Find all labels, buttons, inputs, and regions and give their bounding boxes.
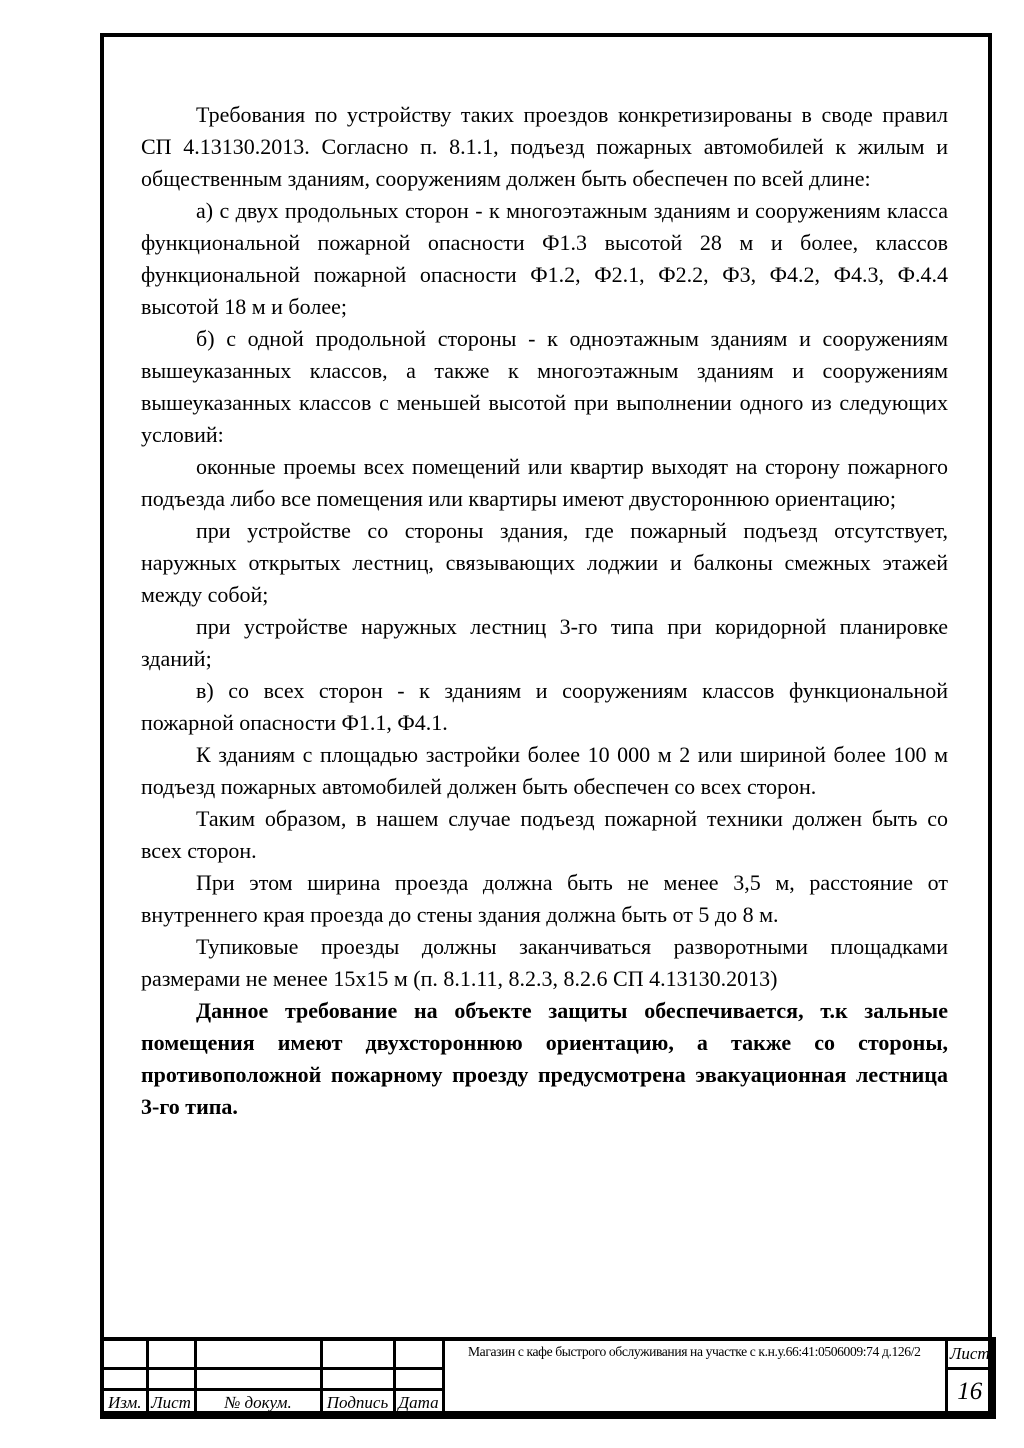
stamp-doc-title: Магазин с кафе быстрого обслуживания на участке с к.н.у.66:41:0506009:74 д.126/2 [468, 1345, 921, 1360]
stamp-empty-cell [147, 1339, 195, 1368]
stamp-empty-cell [394, 1368, 443, 1389]
stamp-sheet-header: Лист [946, 1339, 994, 1368]
body-paragraph: в) со всех сторон - к зданиям и сооружениям классов функциональной пожарной опасности Ф1.1, Ф4.1. [141, 678, 948, 735]
body-paragraph: Таким образом, в нашем случае подъезд пожарной техники должен быть со всех сторон. [141, 806, 948, 863]
document-body [141, 99, 948, 1123]
stamp-label-list: Лист [147, 1389, 195, 1417]
body-paragraph: при устройстве наружных лестниц 3-го типа при коридорной планировке зданий; [141, 614, 948, 671]
body-paragraph: Тупиковые проезды должны заканчиваться разворотными площадками размерами не менее 15х15 м (п. 8.1.11, 8.2.3, 8.2.6 СП 4.13130.2013) [141, 934, 948, 991]
stamp-empty-cell [195, 1368, 321, 1389]
body-paragraph: К зданиям с площадью застройки более 10 000 м 2 или шириной более 100 м подъезд пожарных автомобилей должен быть обеспечен со всех сторон. [141, 742, 948, 799]
body-paragraph: Требования по устройству таких проездов конкретизированы в своде правил СП 4.13130.2013. Согласно п. 8.1.1, подъезд пожарных автомобилей к жилым и общественным зданиям, сооружениям должен быть обеспечен по всей длине: [141, 102, 948, 191]
stamp-empty-cell [147, 1368, 195, 1389]
body-paragraph: а) с двух продольных сторон - к многоэтажным зданиям и сооружениям класса функциональной пожарной опасности Ф1.3 высотой 28 м и более, классов функциональной пожарной опасности Ф1.2, Ф2.1, Ф2.2, Ф3, Ф4.2, Ф4.3, Ф.4.4 высотой 18 м и более; [141, 198, 948, 319]
body-paragraph: оконные проемы всех помещений или квартир выходят на сторону пожарного подъезда либо все помещения или квартиры имеют двустороннюю ориентацию; [141, 454, 948, 511]
stamp-empty-cell [102, 1368, 147, 1389]
stamp-empty-cell [394, 1339, 443, 1368]
stamp-empty-cell [195, 1339, 321, 1368]
body-paragraph: б) с одной продольной стороны - к одноэтажным зданиям и сооружениям вышеуказанных классов, а также к многоэтажным зданиям и сооружениям вышеуказанных классов с меньшей высотой при выполнении одного из следующих условий: [141, 326, 948, 447]
stamp-label-ndokum: № докум. [195, 1389, 321, 1417]
stamp-label-izm: Изм. [102, 1389, 147, 1417]
stamp-doc-title-cell [443, 1339, 946, 1417]
title-block [100, 1337, 996, 1419]
body-paragraph: при устройстве со стороны здания, где пожарный подъезд отсутствует, наружных открытых лестниц, связывающих лоджии и балконы смежных этажей между собой; [141, 518, 948, 607]
stamp-empty-cell [102, 1339, 147, 1368]
stamp-empty-cell [321, 1339, 394, 1368]
stamp-empty-cell [321, 1368, 394, 1389]
body-paragraph: При этом ширина проезда должна быть не менее 3,5 м, расстояние от внутреннего края проезда до стены здания должна быть от 5 до 8 м. [141, 870, 948, 927]
stamp-label-podpis: Подпись [321, 1389, 394, 1417]
stamp-label-data: Дата [394, 1389, 443, 1417]
body-paragraph-conclusion: Данное требование на объекте защиты обеспечивается, т.к зальные помещения имеют двухстороннюю ориентацию, а также со стороны, противоположной пожарному проезду предусмотрена эвакуационная лестница 3-го типа. [141, 998, 948, 1119]
stamp-sheet-number: 16 [946, 1368, 994, 1417]
